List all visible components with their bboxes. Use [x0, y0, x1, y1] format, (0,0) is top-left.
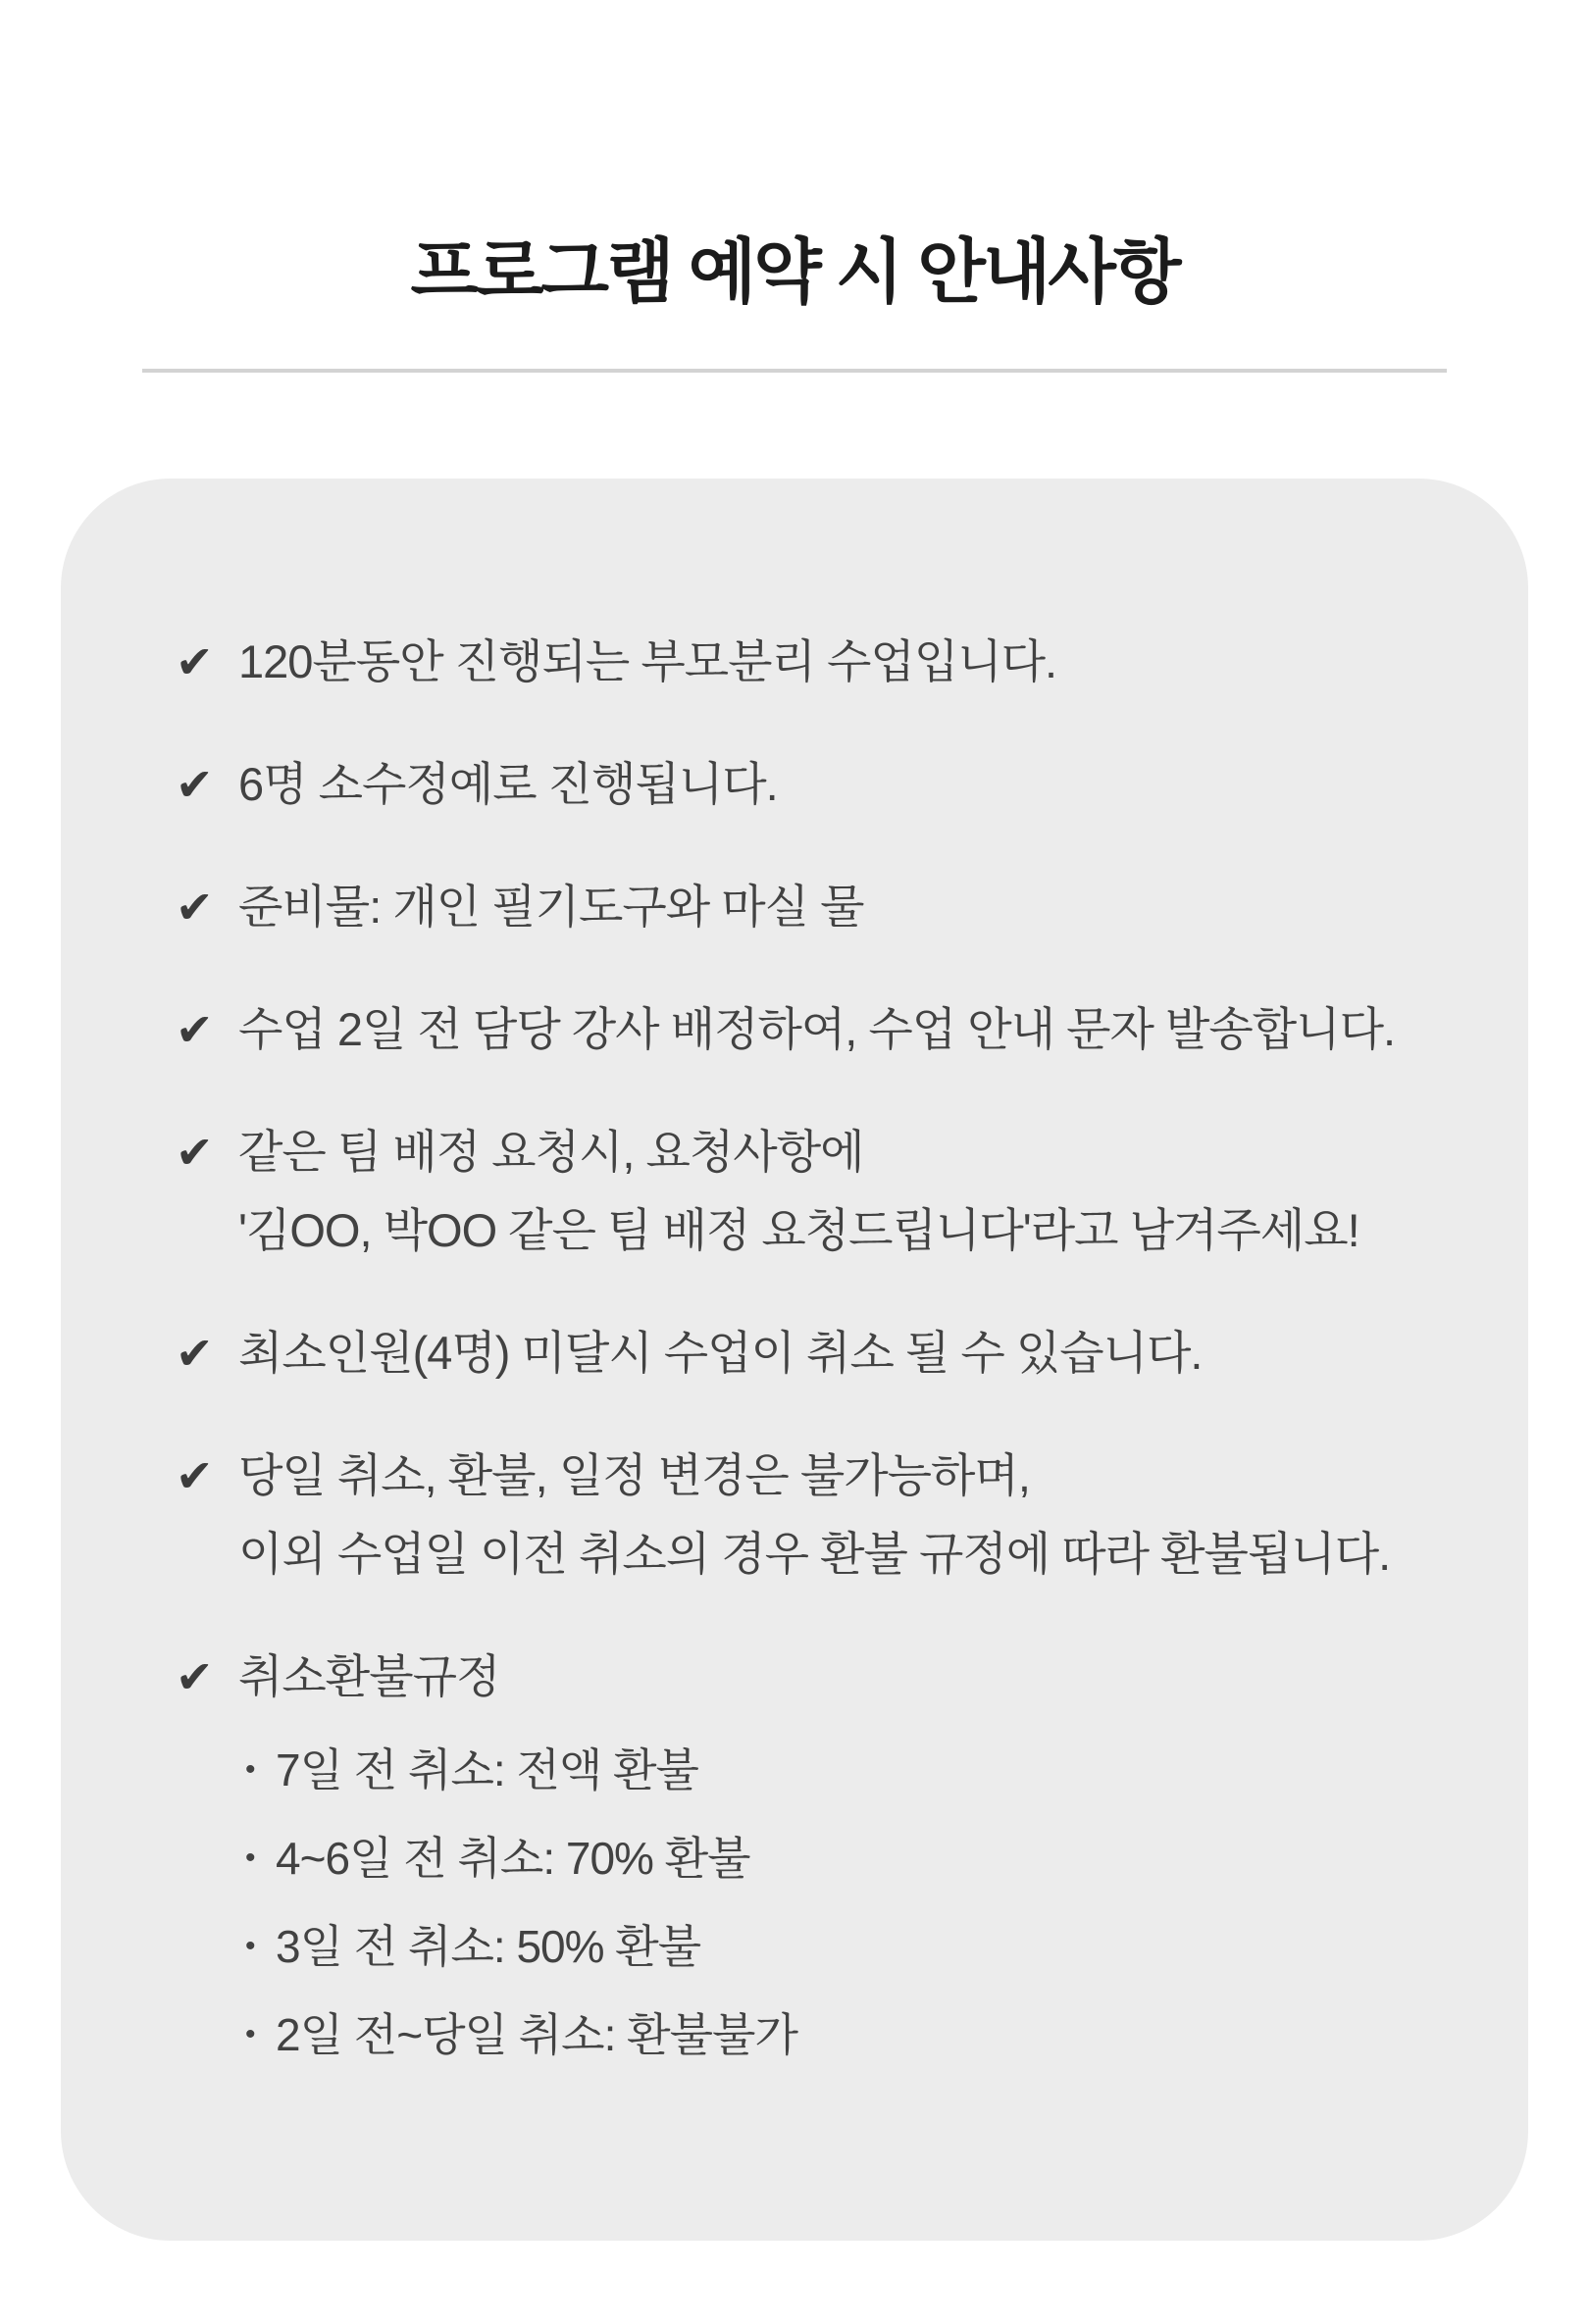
- notice-item-class-size: [176, 745, 1450, 824]
- bullet-icon: •: [245, 1930, 255, 1962]
- refund-policy-item: [245, 1819, 1450, 1897]
- bullet-icon: •: [245, 2018, 255, 2050]
- refund-policy-item: [245, 1996, 1450, 2074]
- page-title: 프로그램 예약 시 안내사항: [410, 233, 1179, 312]
- notice-line: 같은 팀 배정 요청시, 요청사항에: [238, 1126, 864, 1178]
- notice-line: '김OO, 박OO 같은 팀 배정 요청드립니다'라고 남겨주세요!: [238, 1204, 1359, 1256]
- notice-item-min-attendance: [176, 1314, 1450, 1392]
- notice-item-duration: [176, 623, 1450, 701]
- notice-box: [61, 479, 1528, 2241]
- refund-policy-text: 4~6일 전 취소: 70% 환불: [276, 1833, 750, 1884]
- notice-line: 120분동안 진행되는 부모분리 수업입니다.: [238, 635, 1057, 687]
- notice-line: 이외 수업일 이전 취소의 경우 환불 규정에 따라 환불됩니다.: [238, 1528, 1391, 1580]
- notice-line: 취소환불규정: [238, 1650, 500, 1702]
- notice-item-text: [238, 1638, 1450, 2084]
- notice-item-team-request: [176, 1113, 1450, 1270]
- notice-item-text: [238, 745, 1450, 824]
- notice-item-instructor: [176, 990, 1450, 1069]
- notice-item-text: [238, 1437, 1450, 1593]
- refund-policy-list: [238, 1731, 1450, 2074]
- notice-item-text: [238, 1113, 1450, 1270]
- refund-policy-item: [245, 1907, 1450, 1986]
- bullet-icon: •: [245, 1842, 255, 1874]
- check-icon: ✔: [176, 882, 214, 933]
- check-icon: ✔: [176, 1004, 214, 1055]
- notice-item-supplies: [176, 868, 1450, 946]
- notice-line: 최소인원(4명) 미달시 수업이 취소 될 수 있습니다.: [238, 1327, 1203, 1379]
- notice-item-text: [238, 1314, 1450, 1392]
- check-icon: ✔: [176, 759, 214, 810]
- page-header: [0, 0, 1589, 373]
- notice-item-text: [238, 868, 1450, 946]
- refund-policy-text: 3일 전 취소: 50% 환불: [276, 1921, 701, 1972]
- title-divider: [142, 369, 1447, 373]
- notice-line: 당일 취소, 환불, 일정 변경은 불가능하며,: [238, 1449, 1030, 1501]
- check-icon: ✔: [176, 1651, 214, 1702]
- notice-item-text: [238, 623, 1450, 701]
- check-icon: ✔: [176, 1127, 214, 1178]
- refund-policy-text: 7일 전 취소: 전액 환불: [276, 1744, 698, 1795]
- refund-policy-item: [245, 1731, 1450, 1809]
- refund-policy-text: 2일 전~당일 취소: 환불불가: [276, 2009, 797, 2060]
- notice-line: 수업 2일 전 담당 강사 배정하여, 수업 안내 문자 발송합니다.: [238, 1003, 1396, 1055]
- notice-item-refund-policy: [176, 1638, 1450, 2084]
- check-icon: ✔: [176, 636, 214, 687]
- bullet-icon: •: [245, 1753, 255, 1786]
- notice-line: 준비물: 개인 필기도구와 마실 물: [238, 881, 864, 933]
- check-icon: ✔: [176, 1328, 214, 1379]
- notice-item-text: [238, 990, 1450, 1069]
- notice-item-same-day-cancel: [176, 1437, 1450, 1593]
- check-icon: ✔: [176, 1450, 214, 1501]
- notice-line: 6명 소수정예로 진행됩니다.: [238, 758, 778, 810]
